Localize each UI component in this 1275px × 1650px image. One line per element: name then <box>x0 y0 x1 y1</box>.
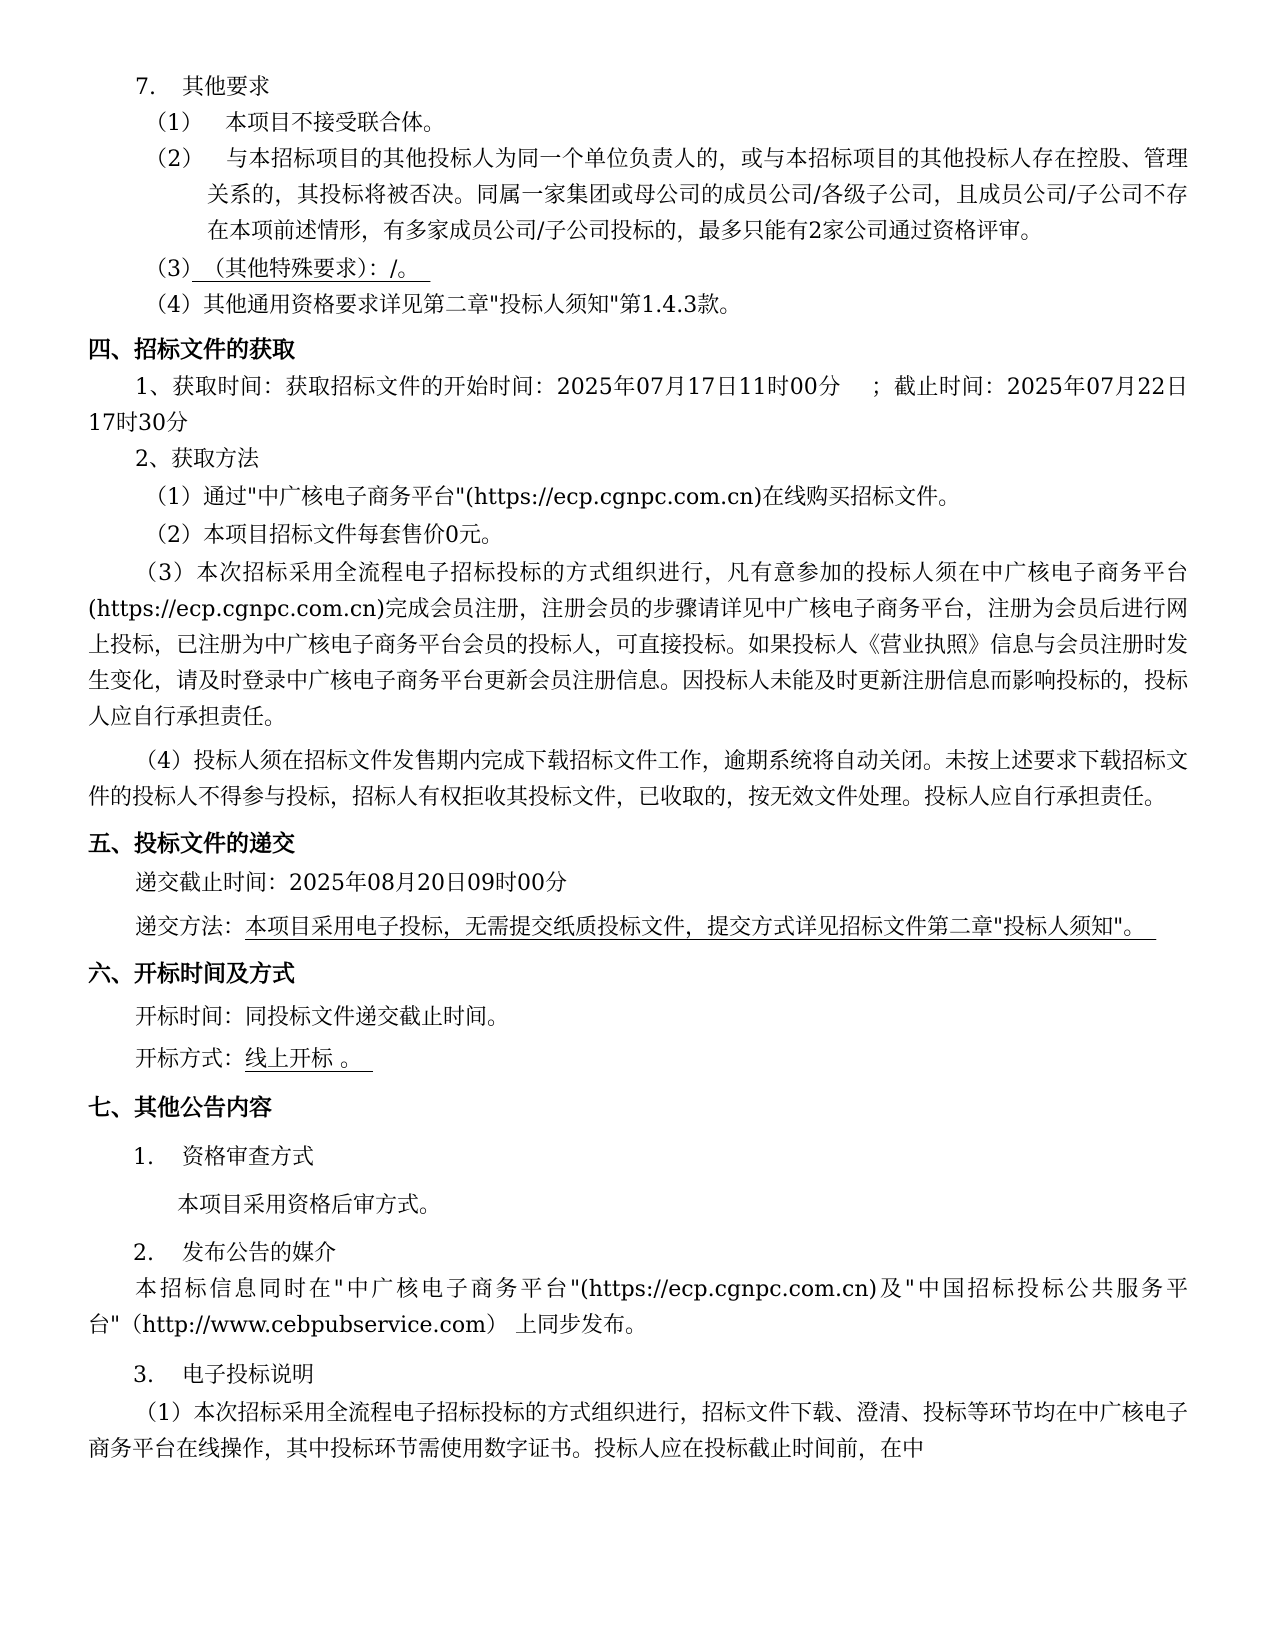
clause-7-item-1 <box>88 106 1188 142</box>
section-7-item-2-title-line <box>88 1236 1188 1272</box>
section-6-heading: 六、开标时间及方式 <box>88 961 295 987</box>
document-content <box>88 70 1188 1468</box>
section-5-method-label: 递交方法： <box>135 915 246 940</box>
section-4-method-3: （3）本次招标采用全流程电子招标投标的方式组织进行，凡有意参加的投标人须在中广核电子商务平台(https://ecp.cgnpc.com.cn)完成会员注册，注册会员的步骤请详见中广核电子商务平台，注册为会员后进行网上投标，已注册为中广核电子商务平台会员的投标人，可直接投标。如果投标人《营业执照》信息与会员注册时发生变化，请及时登录中广核电子商务平台更新会员注册信息。因投标人未能及时更新注册信息而影响投标的，投标人应自行承担责任。 <box>88 561 1189 730</box>
section-4-heading: 四、招标文件的获取 <box>88 337 295 363</box>
section-5-method-value-underlined: 本项目采用电子投标，无需提交纸质投标文件，提交方式详见招标文件第二章"投标人须知"。 <box>245 915 1157 940</box>
clause-7-line <box>88 70 1188 106</box>
section-4-acquire-time: 1、获取时间：获取招标文件的开始时间：2025年07月17日11时00分 ；截止时间：2025年07月22日17时30分 <box>88 375 1188 436</box>
clause-7-item-2 <box>88 142 1188 250</box>
clause-7-number: 7. <box>135 75 156 100</box>
item-3-blank-underlined: （其他特殊要求）：/。 <box>192 257 431 282</box>
section-7-item-3-title: 电子投标说明 <box>182 1363 315 1388</box>
clause-7-item-4: （4）其他通用资格要求详见第二章"投标人须知"第1.4.3款。 <box>145 293 742 318</box>
clause-7-title: 其他要求 <box>182 75 271 100</box>
section-7-heading: 七、其他公告内容 <box>88 1095 272 1121</box>
section-4-method-1: （1）通过"中广核电子商务平台"(https://ecp.cgnpc.com.cn)在线购买招标文件。 <box>145 485 961 510</box>
section-6-method-value-underlined: 线上开标 。 <box>245 1047 374 1072</box>
section-7-item-1-number: 1. <box>133 1145 154 1170</box>
item-1-text: 本项目不接受联合体。 <box>225 111 446 136</box>
section-7-item-3-body: （1）本次招标采用全流程电子招标投标的方式组织进行，招标文件下载、澄清、投标等环节均在中广核电子商务平台在线操作，其中投标环节需使用数字证书。投标人应在投标截止时间前，在中 <box>88 1401 1188 1462</box>
section-5-heading: 五、投标文件的递交 <box>88 831 295 857</box>
section-7-item-2-body: 本招标信息同时在"中广核电子商务平台"(https://ecp.cgnpc.com.cn)及"中国招标投标公共服务平台"（http://www.cebpubservice.com） 上同步发布。 <box>88 1277 1188 1338</box>
section-6-open-method <box>88 1042 1188 1078</box>
section-7-item-1-title: 资格审查方式 <box>182 1145 315 1170</box>
item-3-number: （3） <box>145 257 192 282</box>
section-7-item-3-number: 3. <box>133 1363 154 1388</box>
item-1-number: （1） <box>145 111 203 136</box>
item-2-number: （2） <box>145 147 205 172</box>
section-4-method-2: （2）本项目招标文件每套售价0元。 <box>145 523 503 548</box>
section-7-item-1-title-line <box>88 1140 1188 1176</box>
item-2-text: 与本招标项目的其他投标人为同一个单位负责人的，或与本招标项目的其他投标人存在控股、管理关系的，其投标将被否决。同属一家集团或母公司的成员公司/各级子公司，且成员公司/子公司不存在本项前述情形，有多家成员公司/子公司投标的，最多只能有2家公司通过资格评审。 <box>207 147 1188 244</box>
section-7-item-2-title: 发布公告的媒介 <box>182 1241 337 1266</box>
section-7-item-3-title-line <box>88 1358 1188 1394</box>
section-4-acquire-method: 2、获取方法 <box>135 447 259 472</box>
clause-7-item-3 <box>88 252 1188 288</box>
section-5-method <box>88 910 1188 946</box>
section-4-method-4: （4）投标人须在招标文件发售期内完成下载招标文件工作，逾期系统将自动关闭。未按上述要求下载招标文件的投标人不得参与投标，招标人有权拒收其投标文件，已收取的，按无效文件处理。投标人应自行承担责任。 <box>88 749 1188 810</box>
section-6-method-label: 开标方式： <box>135 1047 246 1072</box>
section-7-item-2-number: 2. <box>133 1241 154 1266</box>
section-5-deadline: 递交截止时间：2025年08月20日09时00分 <box>135 871 567 896</box>
section-6-open-time: 开标时间：同投标文件递交截止时间。 <box>135 1005 510 1030</box>
section-7-item-1-body: 本项目采用资格后审方式。 <box>177 1193 442 1218</box>
